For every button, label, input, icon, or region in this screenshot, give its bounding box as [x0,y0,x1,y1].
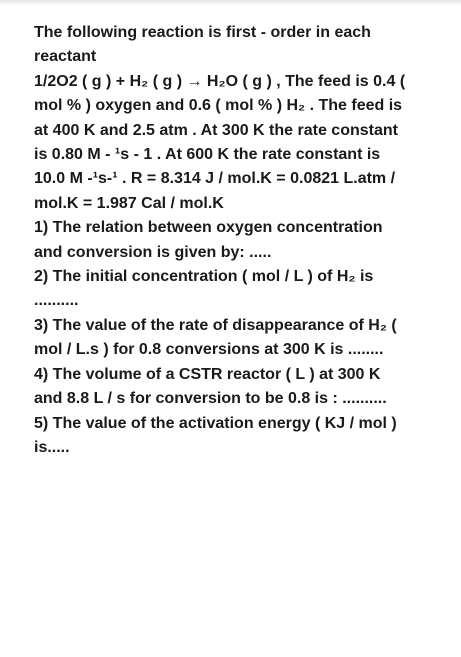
reaction-equation-line: 1/2O2 ( g ) + H₂ ( g ) → H₂O ( g ) , The feed is 0.4 ( [34,72,406,90]
question-3-cont: mol / L.s ) for 0.8 conversions at 300 K is ........ [34,341,384,359]
problem-text [34,21,434,460]
text-line: mol.K = 1.987 Cal / mol.K [34,194,224,212]
question-2-cont: .......... [34,292,79,310]
question-5-cont: is..... [34,438,70,456]
text-line: 10.0 M -¹s-¹ . R = 8.314 J / mol.K = 0.0821 L.atm / [34,170,396,188]
top-edge-shadow [0,0,461,6]
text-line: is 0.80 M - ¹s - 1 . At 600 K the rate constant is [34,146,381,164]
question-5: 5) The value of the activation energy ( KJ / mol ) [34,414,397,432]
question-1: 1) The relation between oxygen concentration [34,219,383,237]
question-3: 3) The value of the rate of disappearance of H₂ ( [34,316,397,334]
question-4: 4) The volume of a CSTR reactor ( L ) at 300 K [34,365,381,383]
text-line: at 400 K and 2.5 atm . At 300 K the rate constant [34,121,398,139]
text-line: mol % ) oxygen and 0.6 ( mol % ) H₂ . The feed is [34,97,403,115]
question-1-cont: and conversion is given by: ..... [34,243,272,261]
question-4-cont: and 8.8 L / s for conversion to be 0.8 is : .......... [34,390,387,408]
question-2: 2) The initial concentration ( mol / L ) of H₂ is [34,268,374,286]
text-line: reactant [34,48,97,66]
text-line: The following reaction is first - order in each [34,24,371,41]
